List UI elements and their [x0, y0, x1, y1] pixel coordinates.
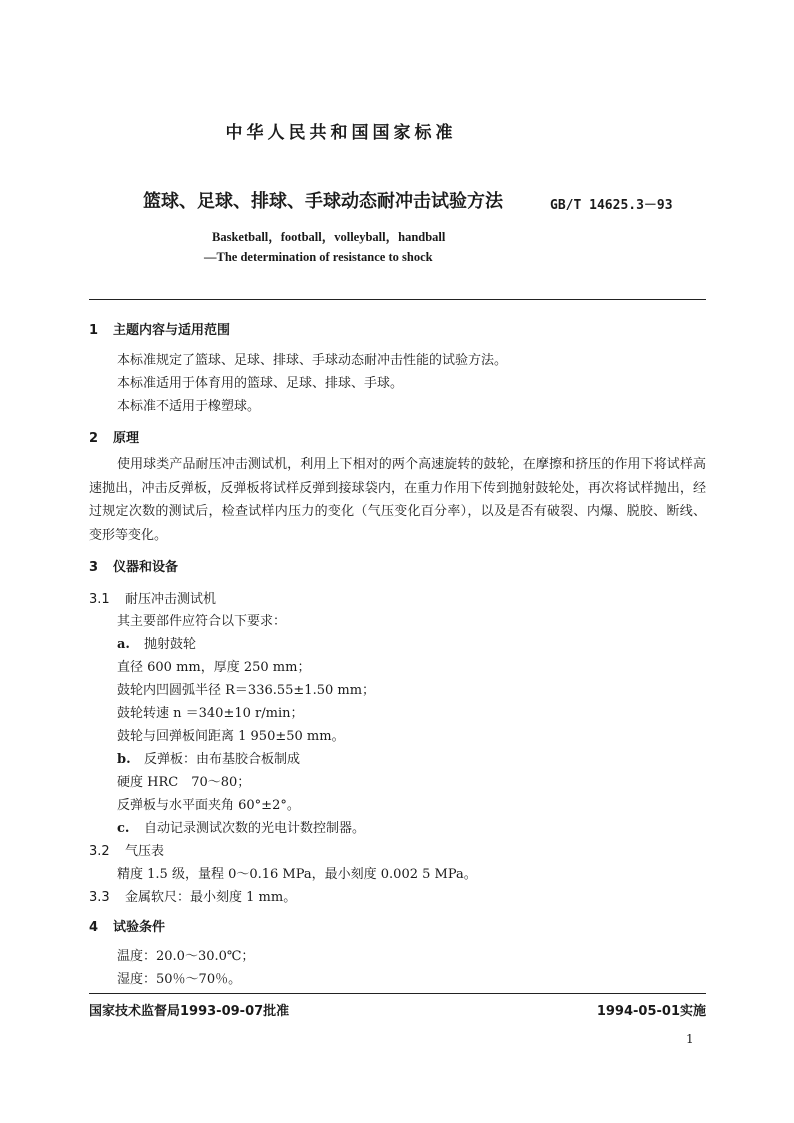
section-1-heading — [89, 319, 230, 338]
item-title: 自动记录测试次数的光电计数控制器。 — [144, 821, 366, 836]
subsection-title: 耐压冲击测试机 — [125, 592, 217, 607]
item-title: 反弹板：由布基胶合板制成 — [144, 752, 301, 767]
issuing-authority-header: 中华人民共和国国家标准 — [225, 123, 457, 143]
section-4-line: 温度：20.0～30.0℃； — [117, 949, 255, 964]
section-1-line: 本标准规定了篮球、足球、排球、手球动态耐冲击性能的试验方法。 — [117, 353, 508, 368]
header-divider — [89, 299, 706, 300]
item-title: 抛射鼓轮 — [144, 637, 197, 652]
subsection-number: 3.1 — [89, 592, 110, 607]
section-title: 主题内容与适用范围 — [113, 323, 231, 338]
section-2-heading — [89, 427, 139, 446]
item-b — [117, 748, 300, 767]
section-title: 试验条件 — [113, 920, 166, 935]
subsection-title: 气压表 — [125, 844, 165, 859]
subsection-3-1-heading — [89, 588, 216, 607]
section-1-line: 本标准适用于体育用的篮球、足球、排球、手球。 — [117, 376, 404, 391]
subsection-title: 金属软尺：最小刻度 1 mm。 — [125, 890, 297, 905]
section-1-line: 本标准不适用于橡塑球。 — [117, 399, 261, 414]
subsection-3-2-line: 精度 1.5 级，量程 0～0.16 MPa，最小刻度 0.002 5 MPa。 — [117, 867, 477, 882]
item-label: b. — [117, 752, 131, 767]
item-a-line: 鼓轮转速 n ＝340±10 r/min； — [117, 706, 304, 721]
subsection-number: 3.3 — [89, 890, 110, 905]
item-label: a. — [117, 637, 130, 652]
subsection-3-3-heading — [89, 886, 296, 905]
item-c — [117, 817, 365, 836]
principle-paragraph: 使用球类产品耐压冲击测试机，利用上下相对的两个高速旋转的鼓轮，在摩擦和挤压的作用下将试样高速抛出，冲击反弹板，反弹板将试样反弹到接球袋内，在重力作用下传到抛射鼓轮处，再次将试样抛出，经过规定次数的测试后，检查试样内压力的变化（气压变化百分率），以及是否有破裂、内爆、脱胶、断线、变形等变化。 — [89, 457, 706, 543]
section-number: 1 — [89, 323, 99, 338]
standard-title: 篮球、足球、排球、手球动态耐冲击试验方法 — [143, 191, 503, 212]
approval-date: 国家技术监督局1993-09-07批准 — [89, 1004, 290, 1019]
section-number: 3 — [89, 560, 99, 575]
item-b-line: 反弹板与水平面夹角 60°±2°。 — [117, 798, 300, 813]
item-a-line: 鼓轮内凹圆弧半径 R＝336.55±1.50 mm； — [117, 683, 376, 698]
item-b-line: 硬度 HRC 70～80； — [117, 775, 251, 790]
english-title-line1: Basketball，football，volleyball，handball — [212, 230, 446, 244]
item-a-line: 直径 600 mm，厚度 250 mm； — [117, 660, 311, 675]
footer-divider — [89, 993, 706, 994]
section-4-line: 湿度：50％～70％。 — [117, 972, 242, 987]
section-title: 原理 — [113, 431, 140, 446]
subsection-number: 3.2 — [89, 844, 110, 859]
section-title: 仪器和设备 — [113, 560, 179, 575]
section-4-heading — [89, 916, 165, 935]
item-a-line: 鼓轮与回弹板间距离 1 950±50 mm。 — [117, 729, 345, 744]
standard-number: GB/T 14625.3－93 — [550, 198, 673, 213]
page-number: 1 — [686, 1032, 694, 1046]
subsection-3-2-heading — [89, 840, 164, 859]
item-label: c. — [117, 821, 130, 836]
english-title-line2: —The determination of resistance to shock — [204, 250, 433, 264]
section-number: 2 — [89, 431, 99, 446]
section-number: 4 — [89, 920, 99, 935]
effective-date: 1994-05-01实施 — [596, 1004, 706, 1019]
requirements-intro: 其主要部件应符合以下要求： — [117, 614, 287, 629]
item-a — [117, 633, 196, 652]
section-3-heading — [89, 556, 178, 575]
